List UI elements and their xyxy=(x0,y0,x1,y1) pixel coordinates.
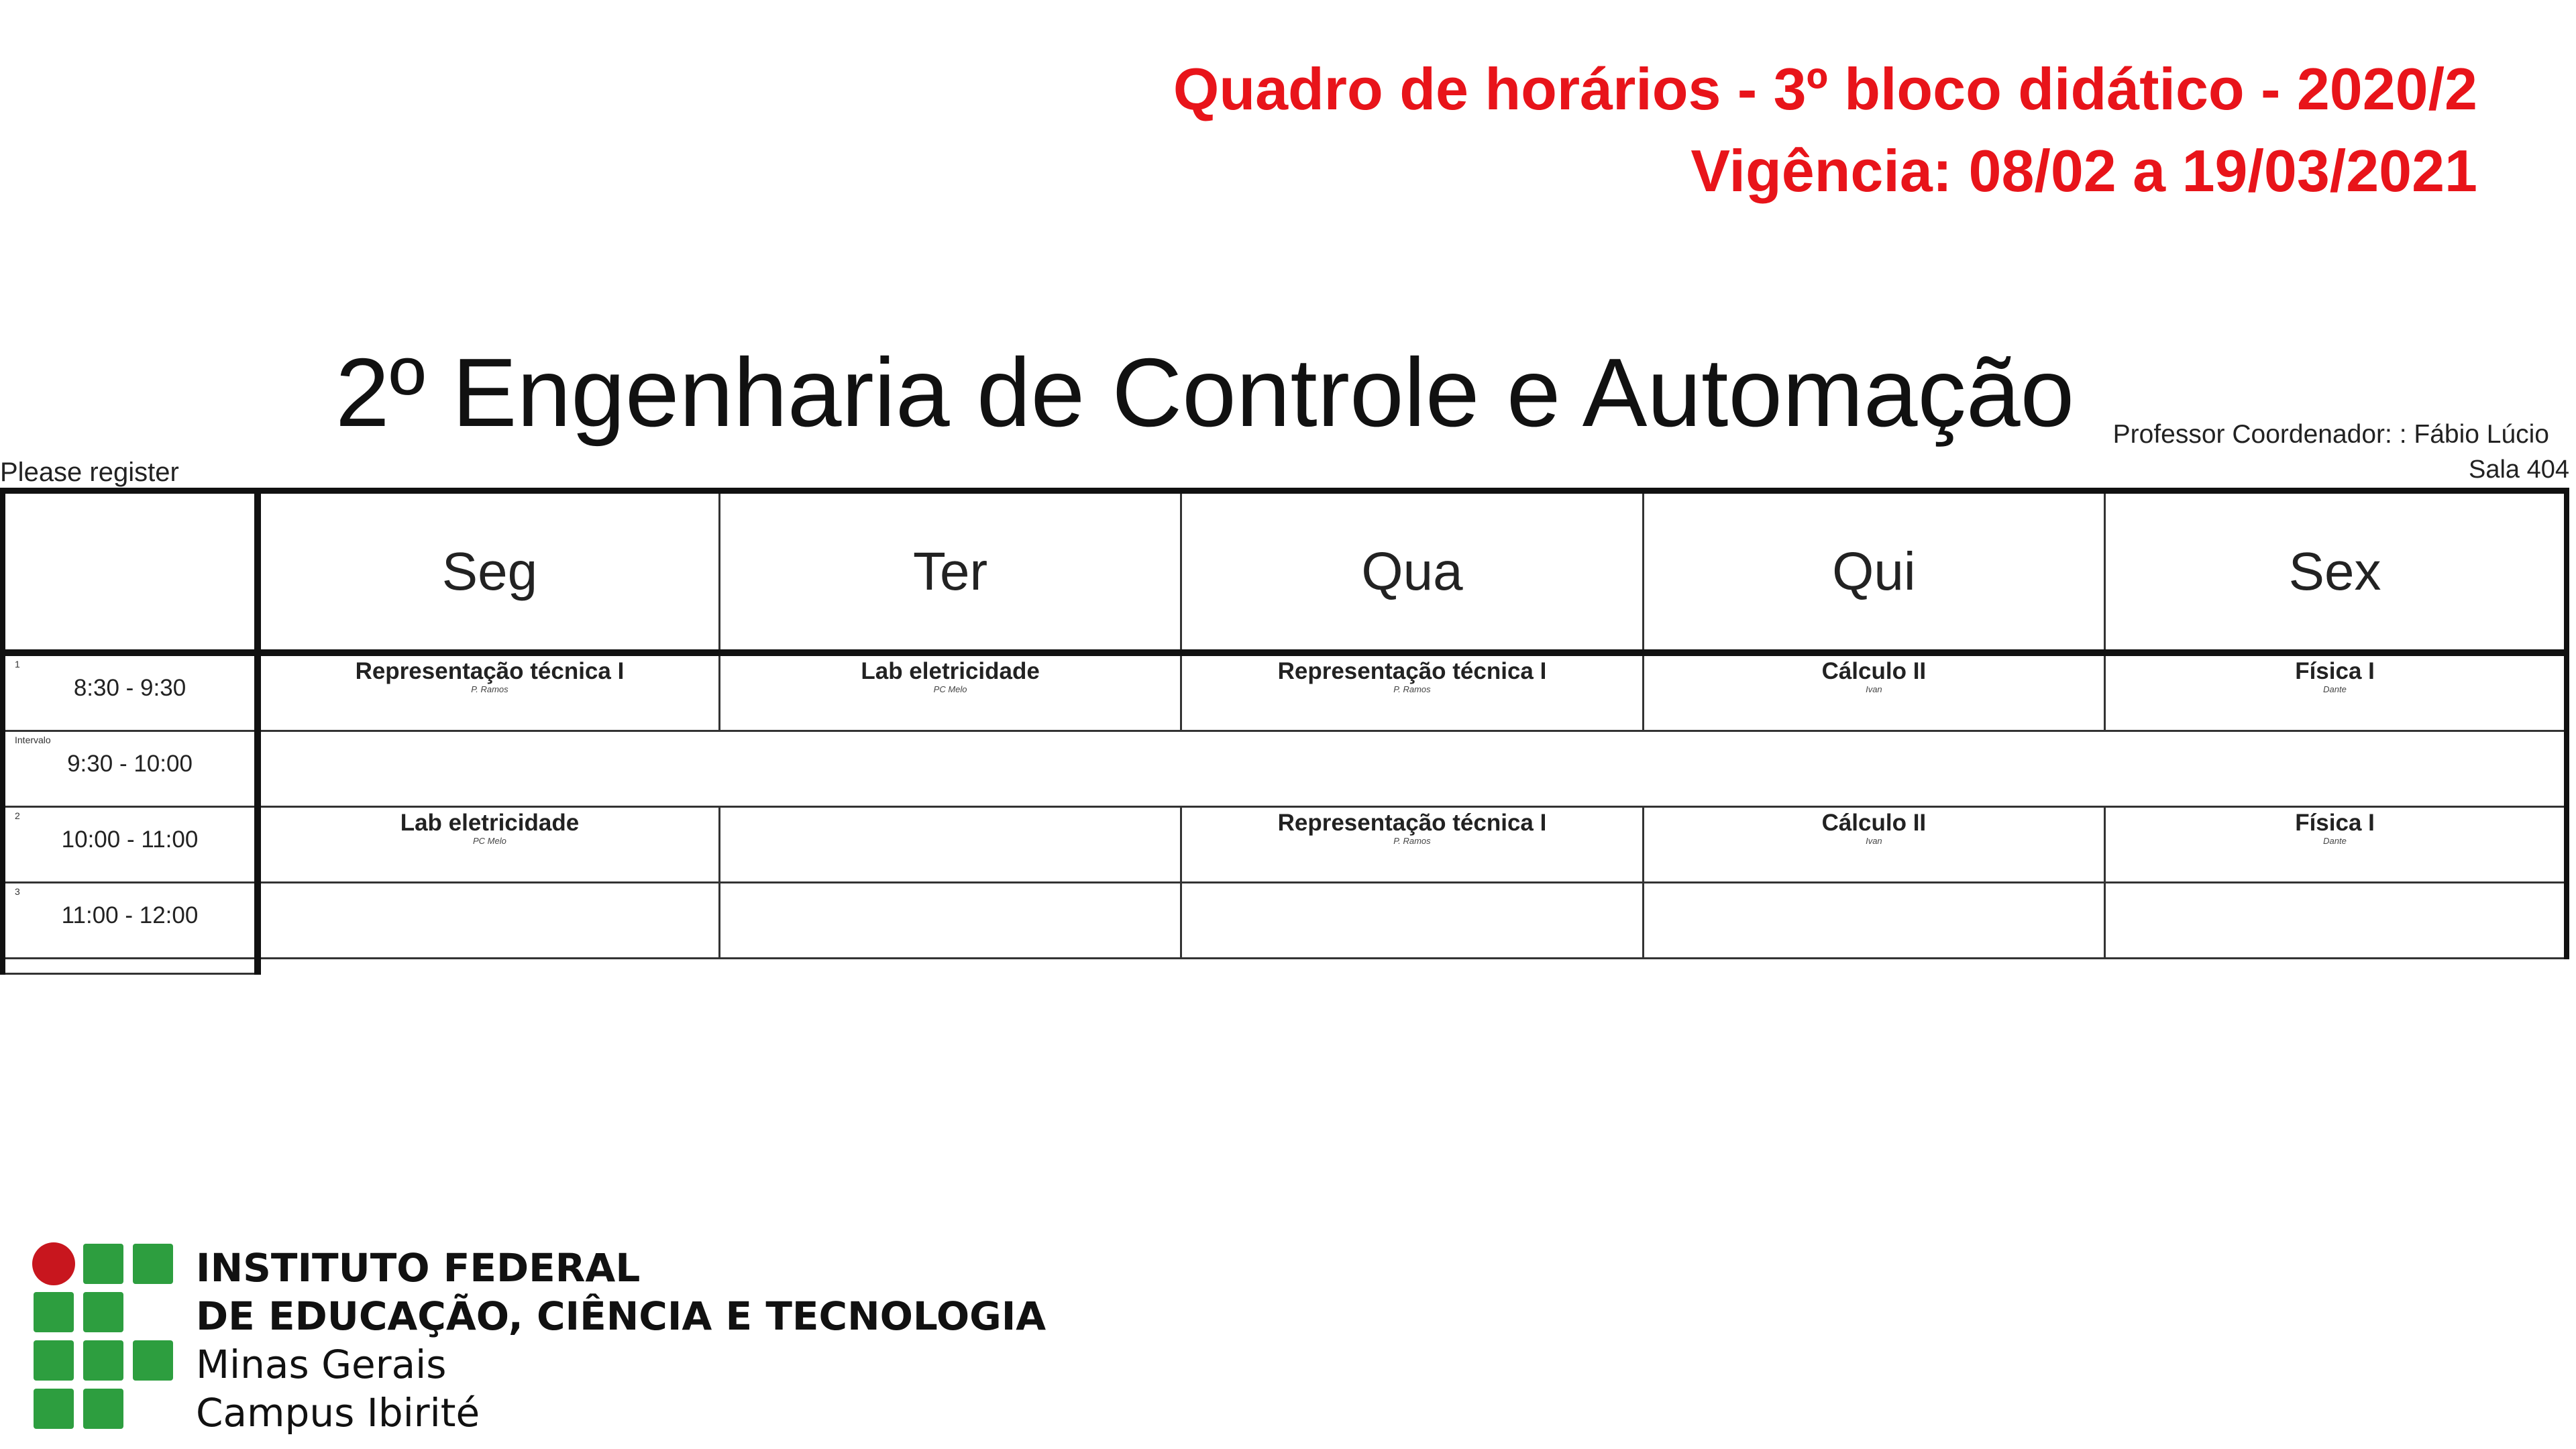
corner-cell xyxy=(3,491,258,653)
day-header: Qui xyxy=(1643,491,2104,653)
time-label: 10:00 - 11:00 xyxy=(61,826,199,853)
subject-name: Cálculo II xyxy=(1821,810,1927,836)
logo-square xyxy=(133,1244,173,1284)
slot-index: 3 xyxy=(15,886,20,897)
institution-logo xyxy=(32,1242,180,1444)
professor-name: PC Melo xyxy=(933,684,967,694)
slot-row xyxy=(3,653,2567,731)
institution-line: Campus Ibirité xyxy=(196,1390,480,1436)
professor-name: Dante xyxy=(2323,684,2347,694)
class-cell xyxy=(1181,807,1643,883)
class-cell xyxy=(1181,653,1643,731)
please-register-note: Please register xyxy=(0,458,179,487)
header-title: Quadro de horários - 3º bloco didático - 2020/2 xyxy=(1173,56,2477,122)
class-cell xyxy=(1643,883,2104,959)
time-cell xyxy=(3,653,258,731)
logo-red-circle xyxy=(32,1242,75,1285)
day-header-row xyxy=(3,491,2567,653)
logo-square xyxy=(83,1244,123,1284)
logo-square xyxy=(83,1389,123,1429)
class-cell xyxy=(719,807,1181,883)
class-cell xyxy=(2105,653,2567,731)
subject-name: Física I xyxy=(2295,658,2375,684)
professor-name: Ivan xyxy=(1866,684,1882,694)
subject-name: Cálculo II xyxy=(1821,658,1927,684)
coordinator-label: Professor Coordenador: : Fábio Lúcio xyxy=(2112,420,2549,449)
time-label: 9:30 - 10:00 xyxy=(67,751,193,777)
day-header: Sex xyxy=(2105,491,2567,653)
time-cell xyxy=(3,731,258,807)
header-validity: Vigência: 08/02 a 19/03/2021 xyxy=(1690,138,2477,204)
day-header: Ter xyxy=(719,491,1181,653)
day-header: Seg xyxy=(258,491,719,653)
professor-name: Dante xyxy=(2323,836,2347,846)
class-cell xyxy=(719,653,1181,731)
subject-name: Representação técnica I xyxy=(1277,810,1547,836)
slot-row xyxy=(3,807,2567,883)
slot-index: 1 xyxy=(15,659,20,669)
subject-name: Física I xyxy=(2295,810,2375,836)
time-label: 8:30 - 9:30 xyxy=(73,675,186,701)
slot-index: Intervalo xyxy=(15,735,51,745)
day-header: Qua xyxy=(1181,491,1643,653)
institution-name xyxy=(196,1244,1046,1437)
time-cell xyxy=(3,959,258,974)
class-cell xyxy=(258,653,719,731)
schedule-header xyxy=(1173,48,2477,212)
professor-name: P. Ramos xyxy=(471,684,508,694)
professor-name: P. Ramos xyxy=(1393,836,1431,846)
class-cell xyxy=(2105,807,2567,883)
time-label: 11:00 - 12:00 xyxy=(61,902,199,928)
class-cell xyxy=(258,807,719,883)
time-cell xyxy=(3,883,258,959)
slot-index: 2 xyxy=(15,810,20,821)
class-cell xyxy=(1643,807,2104,883)
slot-row xyxy=(3,883,2567,959)
time-cell xyxy=(3,807,258,883)
logo-square xyxy=(83,1340,123,1381)
professor-name: P. Ramos xyxy=(1393,684,1431,694)
professor-name: Ivan xyxy=(1866,836,1882,846)
break-cell xyxy=(258,731,2567,807)
logo-square xyxy=(83,1292,123,1332)
subject-name: Representação técnica I xyxy=(355,658,625,684)
subject-name: Lab eletricidade xyxy=(861,658,1040,684)
break-row xyxy=(3,731,2567,807)
institution-line: INSTITUTO FEDERAL xyxy=(196,1245,641,1291)
professor-name: PC Melo xyxy=(473,836,506,846)
logo-square xyxy=(34,1292,74,1332)
class-cell xyxy=(719,883,1181,959)
class-cell xyxy=(258,883,719,959)
logo-square xyxy=(34,1389,74,1429)
logo-square xyxy=(34,1340,74,1381)
subject-name: Representação técnica I xyxy=(1277,658,1547,684)
institution-line: Minas Gerais xyxy=(196,1342,447,1387)
course-title: 2º Engenharia de Controle e Automação xyxy=(335,338,2075,447)
logo-square xyxy=(133,1340,173,1381)
cut-off-row xyxy=(3,959,2567,974)
room-label: Sala 404 xyxy=(2468,455,2569,484)
subject-name: Lab eletricidade xyxy=(400,810,580,836)
institution-line: DE EDUCAÇÃO, CIÊNCIA E TECNOLOGIA xyxy=(196,1293,1046,1339)
class-cell xyxy=(2105,883,2567,959)
cut-off-cell xyxy=(258,959,2567,974)
class-cell xyxy=(1181,883,1643,959)
class-cell xyxy=(1643,653,2104,731)
schedule-table xyxy=(0,488,2569,976)
